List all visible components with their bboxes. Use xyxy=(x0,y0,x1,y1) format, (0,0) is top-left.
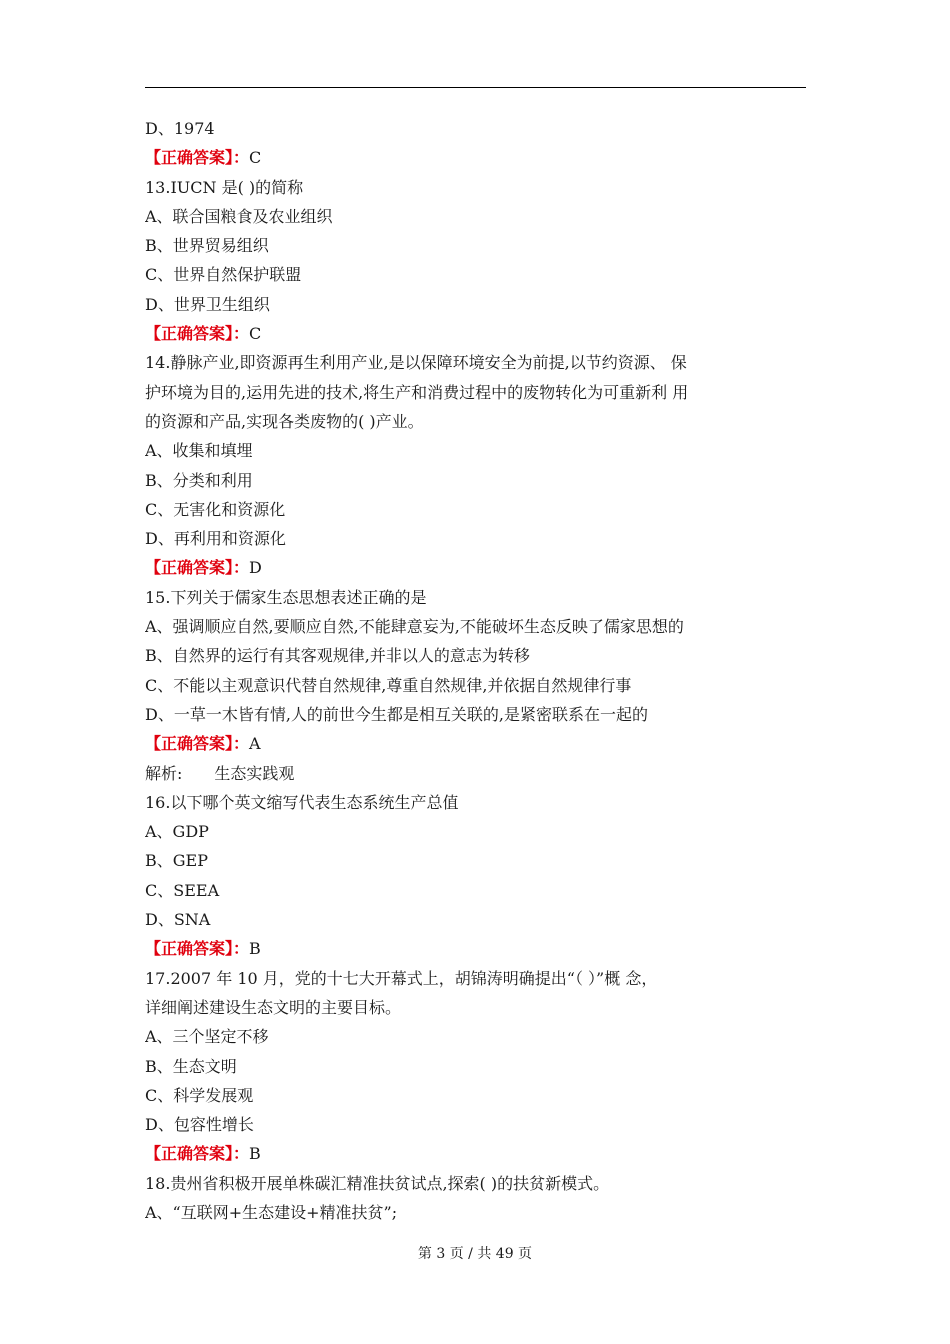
answer-line xyxy=(145,934,810,963)
answer-label: 【正确答案】： xyxy=(145,939,250,959)
text-line: B、生态文明 xyxy=(145,1056,237,1076)
header-rule xyxy=(145,87,806,88)
text-line: A、三个坚定不移 xyxy=(145,1027,269,1047)
text-line: 15.下列关于儒家生态思想表述正确的是 xyxy=(145,587,427,607)
page-footer: 第 3 页 / 共 49 页 xyxy=(417,1246,533,1262)
text-line: 14.静脉产业,即资源再生利用产业,是以保障环境安全为前提,以节约资源、 保 xyxy=(145,353,687,373)
text-line: A、强调顺应自然,要顺应自然,不能肆意妄为,不能破坏生态反映了儒家思想的 xyxy=(145,617,684,637)
answer-value: D xyxy=(249,558,262,578)
text-line: B、自然界的运行有其客观规律,并非以人的意志为转移 xyxy=(145,646,530,666)
document-body xyxy=(145,114,810,1227)
answer-label: 【正确答案】： xyxy=(145,734,250,754)
text-line: C、科学发展观 xyxy=(145,1085,254,1105)
answer-value: C xyxy=(249,148,262,168)
text-line: 的资源和产品,实现各类废物的( )产业。 xyxy=(145,411,424,431)
text-line: B、分类和利用 xyxy=(145,470,253,490)
text-line: B、世界贸易组织 xyxy=(145,236,269,256)
text-line: C、不能以主观意识代替自然规律,尊重自然规律,并依据自然规律行事 xyxy=(145,675,632,695)
text-line: A、“互联网+生态建设+精准扶贫”; xyxy=(145,1202,398,1222)
text-line: B、GEP xyxy=(145,851,208,871)
answer-value: C xyxy=(249,324,262,344)
text-line: 18.贵州省积极开展单株碳汇精准扶贫试点,探索( )的扶贫新模式。 xyxy=(145,1173,610,1193)
text-line: 17.2007 年 10 月，党的十七大开幕式上，胡锦涛明确提出“（ ）”概 念， xyxy=(145,968,658,988)
answer-value: B xyxy=(249,939,261,959)
text-line: D、世界卫生组织 xyxy=(145,294,270,314)
answer-label: 【正确答案】： xyxy=(145,148,250,168)
answer-line xyxy=(145,1139,810,1168)
text-line: C、世界自然保护联盟 xyxy=(145,265,302,285)
text-line: A、GDP xyxy=(145,822,209,842)
text-line: D、再利用和资源化 xyxy=(145,529,286,549)
answer-value: A xyxy=(249,734,261,754)
text-line: C、无害化和资源化 xyxy=(145,499,286,519)
answer-line xyxy=(145,143,810,172)
answer-label: 【正确答案】： xyxy=(145,558,250,578)
answer-line xyxy=(145,553,810,582)
text-line: 解析: 生态实践观 xyxy=(145,763,295,783)
text-line: A、联合国粮食及农业组织 xyxy=(145,206,333,226)
text-line: D、SNA xyxy=(145,910,211,930)
text-line: C、SEEA xyxy=(145,880,220,900)
text-line: A、收集和填埋 xyxy=(145,441,253,461)
answer-line xyxy=(145,729,810,758)
answer-label: 【正确答案】： xyxy=(145,324,250,344)
text-line: D、一草一木皆有情,人的前世今生都是相互关联的,是紧密联系在一起的 xyxy=(145,704,649,724)
text-line: 护环境为目的,运用先进的技术,将生产和消费过程中的废物转化为可重新利 用 xyxy=(145,382,689,402)
answer-label: 【正确答案】： xyxy=(145,1144,250,1164)
answer-line xyxy=(145,319,810,348)
text-line: D、包容性增长 xyxy=(145,1115,254,1135)
text-line: D、1974 xyxy=(145,119,215,138)
answer-value: B xyxy=(249,1144,261,1164)
text-line: 详细阐述建设生态文明的主要目标。 xyxy=(145,997,402,1017)
text-line: 13.IUCN 是( )的简称 xyxy=(145,177,304,197)
text-line: 16.以下哪个英文缩写代表生态系统生产总值 xyxy=(145,792,459,812)
